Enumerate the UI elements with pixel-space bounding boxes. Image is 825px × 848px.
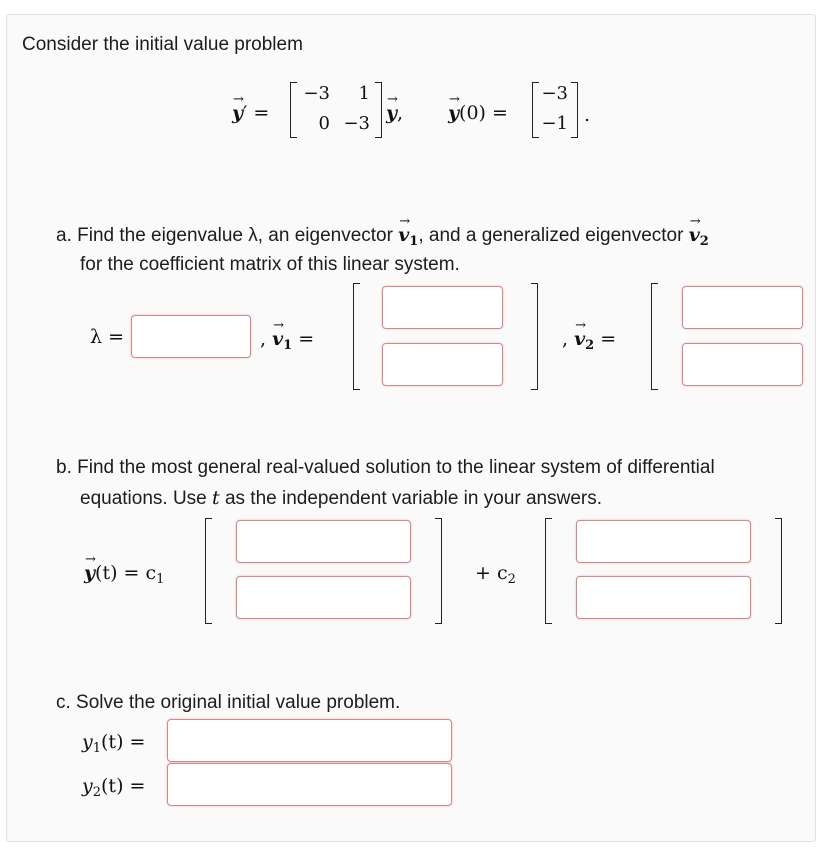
solution-vector1-component-1-input[interactable] bbox=[236, 520, 411, 563]
problem-panel bbox=[6, 14, 816, 842]
general-solution-lhs: → $y(t) = c_1$ bbox=[84, 562, 164, 591]
sol2-right-bracket bbox=[775, 518, 782, 624]
v1-component-2-input[interactable] bbox=[382, 343, 503, 386]
y-prime-lhs: → y′ = bbox=[232, 102, 269, 124]
v1-label: , → $v_1$ = bbox=[260, 328, 314, 357]
v2-label: , → $v_2$ = bbox=[562, 328, 616, 357]
solution-vector2-component-1-input[interactable] bbox=[576, 520, 751, 563]
vector-right-bracket bbox=[571, 82, 578, 138]
matrix-a21: 0 bbox=[318, 113, 330, 134]
matrix-left-bracket bbox=[290, 82, 297, 138]
y1-answer-input[interactable] bbox=[167, 719, 452, 762]
solution-vector1-component-2-input[interactable] bbox=[236, 576, 411, 619]
v2-left-bracket bbox=[651, 283, 658, 390]
period: . bbox=[584, 104, 591, 126]
sol1-left-bracket bbox=[205, 518, 212, 624]
initial-condition-lhs: → y(0) = bbox=[448, 102, 508, 124]
v1-left-bracket bbox=[353, 283, 360, 390]
matrix-a11: −3 bbox=[303, 83, 330, 104]
part-b-line1: b. Find the most general real-valued solution to the linear system of differential bbox=[56, 457, 715, 478]
y2-label: $y_2(t)$ = bbox=[82, 775, 146, 800]
part-b-line2: equations. Use t as the independent variable in your answers. bbox=[80, 487, 603, 509]
init-vector-1: −3 bbox=[541, 83, 568, 104]
v2-component-1-input[interactable] bbox=[682, 286, 803, 329]
init-vector-2: −1 bbox=[541, 113, 568, 134]
v1-right-bracket bbox=[531, 283, 538, 390]
plus-c2: + $c_2$ bbox=[475, 562, 516, 587]
lambda-input[interactable] bbox=[131, 315, 251, 358]
y1-label: $y_1(t)$ = bbox=[82, 731, 146, 756]
y-times: → y, bbox=[386, 102, 403, 124]
v1-component-1-input[interactable] bbox=[382, 286, 503, 329]
sol2-left-bracket bbox=[545, 518, 552, 624]
matrix-a22: −3 bbox=[343, 113, 370, 134]
y2-answer-input[interactable] bbox=[167, 763, 452, 806]
v2-component-2-input[interactable] bbox=[682, 343, 803, 386]
part-a-line2: for the coefficient matrix of this linear system. bbox=[80, 254, 460, 275]
matrix-a12: 1 bbox=[358, 83, 370, 104]
lambda-label: λ = bbox=[90, 326, 125, 348]
sol1-right-bracket bbox=[435, 518, 442, 624]
intro-text: Consider the initial value problem bbox=[22, 34, 303, 55]
part-c-line: c. Solve the original initial value problem. bbox=[56, 692, 401, 713]
solution-vector2-component-2-input[interactable] bbox=[576, 576, 751, 619]
part-a-line1: a. Find the eigenvalue λ, an eigenvector → $v_1$, and a generalized eigenvector → $v_2$ bbox=[56, 224, 709, 253]
matrix-right-bracket bbox=[375, 82, 382, 138]
